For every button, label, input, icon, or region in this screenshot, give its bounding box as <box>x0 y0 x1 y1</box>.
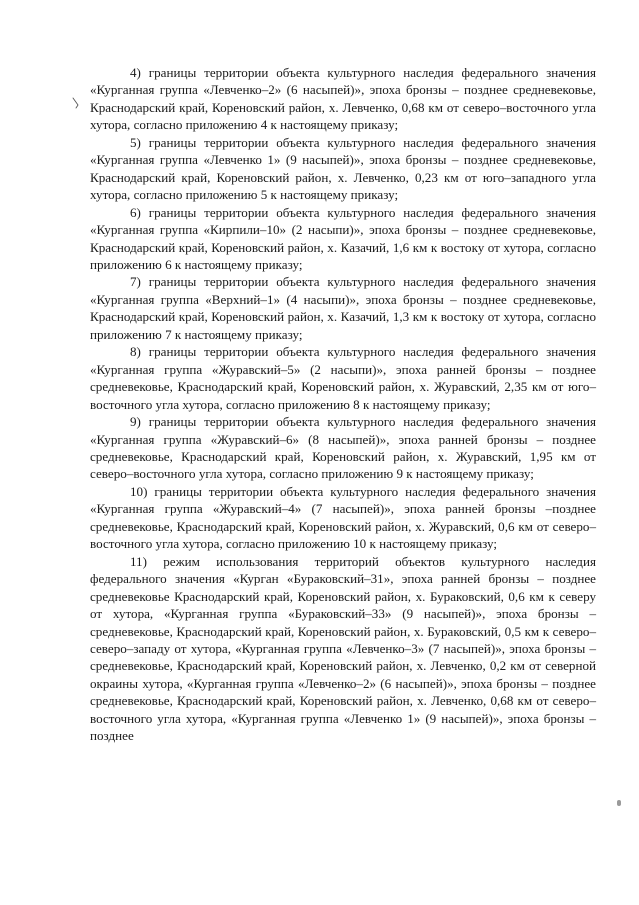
paragraph-item-5: 5) границы территории объекта культурного наследия федерального значения «Курганная группа «Левченко 1» (9 насыпей)», эпоха бронзы – позднее средневековье, Краснодарский край, Кореновский район, х. Левченко, 0,23 км от юго–западного угла хутора, согласно приложению 5 к настоящему приказу; <box>90 134 596 203</box>
paragraph-item-9: 9) границы территории объекта культурного наследия федерального значения «Курганная группа «Журавский–6» (8 насыпей)», эпоха ранней бронзы – позднее средневековье, Краснодарский край, Кореновский район, х. Журавский, 1,95 км от северо–восточного угла хутора, согласно приложению 9 к настоящему приказу; <box>90 414 596 482</box>
document-body <box>90 64 596 745</box>
margin-pen-mark <box>70 96 84 110</box>
paragraph-item-7: 7) границы территории объекта культурного наследия федерального значения «Курганная группа «Верхний–1» (4 насыпи)», эпоха бронзы – позднее средневековье, Краснодарский край, Кореновский район, х. Казачий, 1,3 км к востоку от хутора, согласно приложению 7 к настоящему приказу; <box>90 274 596 342</box>
paragraph-item-11: 11) режим использования территорий объектов культурного наследия федерального значения «Курган «Бураковский–31», эпоха ранней бронзы – позднее средневековье Краснодарский край, Кореновский район, х. Бураковский, 0,6 км к северу от хутора, «Курганная группа «Бураковский–33» (9 насыпей)», эпоха бронзы –средневековье, Краснодарский край, Кореновский район, х. Бураковский, 0,5 км к северо–северо–западу от хутора, «Курганная группа «Левченко–3» (7 насыпей)», эпоха бронзы – средневековье, Краснодарский край, Кореновский район, х. Левченко, 0,2 км от северной окраины хутора, «Курганная группа «Левченко–2» (6 насыпей)», эпоха бронзы – позднее средневековье, Краснодарский край, Кореновский район, х. Левченко, 0,68 км от северо–восточного угла хутора, «Курганная группа «Левченко 1» (9 насыпей)», эпоха бронзы – позднее <box>90 553 596 744</box>
paragraph-item-10: 10) границы территории объекта культурного наследия федерального значения «Курганная группа «Журавский–4» (7 насыпей)», эпоха ранней бронзы –позднее средневековье, Краснодарский край, Кореновский район, х. Журавский, 0,6 км от северо–восточного угла хутора, согласно приложению 10 к настоящему приказу; <box>90 483 596 552</box>
paragraph-item-4: 4) границы территории объекта культурного наследия федерального значения «Курганная группа «Левченко–2» (6 насыпей)», эпоха бронзы – позднее средневековье, Краснодарский край, Кореновский район, х. Левченко, 0,68 км от северо–восточного угла хутора, согласно приложению 4 к настоящему приказу; <box>90 65 596 133</box>
paragraph-item-6: 6) границы территории объекта культурного наследия федерального значения «Курганная группа «Кирпили–10» (2 насыпи)», эпоха бронзы – позднее средневековье, Краснодарский край, Кореновский район, х. Казачий, 1,6 км к востоку от хутора, согласно приложению 6 к настоящему приказу; <box>90 204 596 272</box>
paragraph-item-8: 8) границы территории объекта культурного наследия федерального значения «Курганная группа «Журавский–5» (2 насыпи)», эпоха ранней бронзы – позднее средневековье, Краснодарский край, Кореновский район, х. Журавский, 2,35 км от юго–восточного угла хутора, согласно приложению 8 к настоящему приказу; <box>90 344 596 412</box>
scan-speck <box>617 800 621 806</box>
